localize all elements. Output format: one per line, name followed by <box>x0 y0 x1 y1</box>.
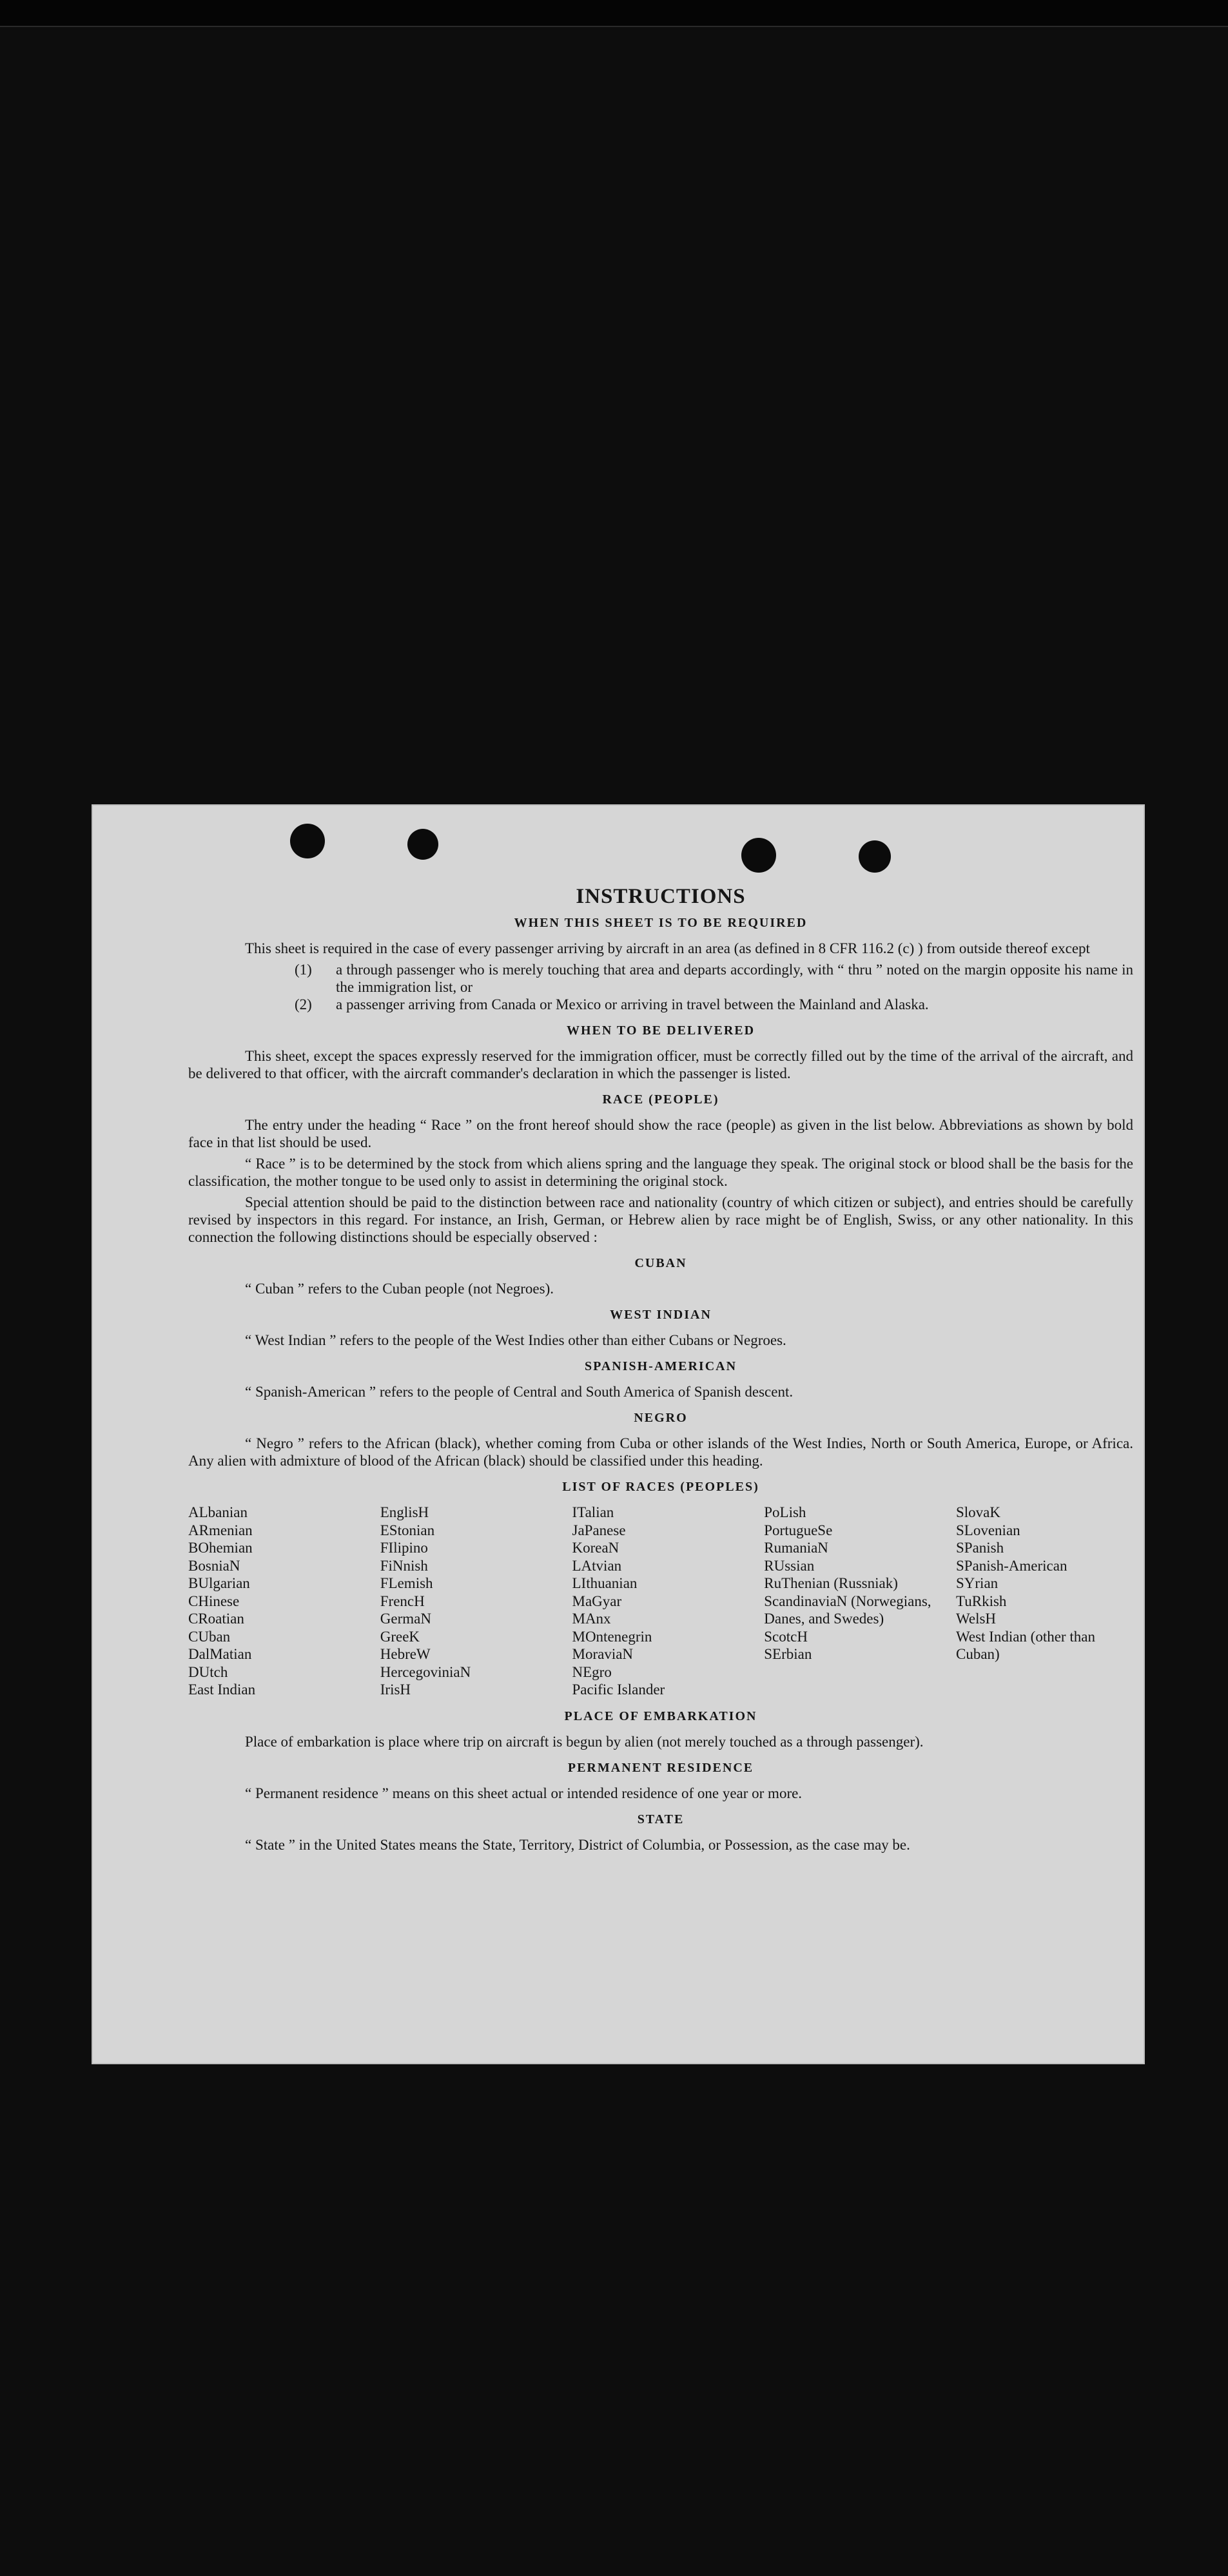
race-entry: DUtch <box>188 1663 228 1680</box>
exception-number: (1) <box>295 962 312 978</box>
when-required-text: This sheet is required in the case of every passenger arriving by aircraft in an area (as defined in 8 CFR 116.2 (c) ) from outside thereof except <box>245 940 1090 956</box>
heading-spanish-american: SPANISH-AMERICAN <box>584 1359 737 1373</box>
west-indian-text: “ West Indian ” refers to the people of the West Indies other than either Cubans or Negroes. <box>245 1332 786 1348</box>
race-entry: RUssian <box>764 1557 815 1574</box>
race-entry: CRoatian <box>188 1611 244 1627</box>
cuban-text: “ Cuban ” refers to the Cuban people (not Negroes). <box>245 1281 554 1297</box>
race-entry: SYrian <box>956 1575 999 1591</box>
heading-when-delivered: WHEN TO BE DELIVERED <box>566 1023 755 1038</box>
race-entry: BosniaN <box>188 1557 240 1574</box>
page-title: INSTRUCTIONS <box>576 885 746 908</box>
race-entry: CHinese <box>188 1593 240 1609</box>
heading-cuban: CUBAN <box>634 1256 687 1270</box>
scan-top-strip <box>0 0 1228 27</box>
race-entry: BOhemian <box>188 1540 253 1556</box>
exception-number: (2) <box>295 996 312 1012</box>
race-entry: SErbian <box>764 1646 812 1662</box>
race-entry: MOntenegrin <box>572 1628 652 1645</box>
exception-text: a through passenger who is merely touching that area and departs accordingly, with “ thru ” noted on the margin opposite his name in the immigration list, or <box>336 962 1133 995</box>
punch-hole <box>407 829 438 860</box>
state-text: “ State ” in the United States means the State, Territory, District of Columbia, or Possession, as the case may be. <box>245 1836 910 1853</box>
race-entry: PortugueSe <box>764 1522 833 1538</box>
heading-embarkation: PLACE OF EMBARKATION <box>564 1709 757 1723</box>
races-column <box>380 1504 558 1699</box>
race-entry: RuThenian (Russniak) <box>764 1575 898 1591</box>
race-entry: Pacific Islander <box>572 1681 665 1698</box>
heading-negro: NEGRO <box>634 1411 688 1425</box>
spanish-american-text: “ Spanish-American ” refers to the people of Central and South America of Spanish descent. <box>245 1384 794 1400</box>
race-entry: BUlgarian <box>188 1575 250 1591</box>
exception-item <box>188 961 1133 996</box>
race-entry: GermaN <box>380 1611 431 1627</box>
exception-item <box>188 996 1133 1013</box>
race-entry: RumaniaN <box>764 1540 828 1556</box>
race-entry: TuRkish <box>956 1593 1007 1609</box>
race-entry: SPanish <box>956 1540 1004 1556</box>
heading-when-required: WHEN THIS SHEET IS TO BE REQUIRED <box>514 916 808 930</box>
heading-race: RACE (PEOPLE) <box>602 1092 719 1107</box>
race-entry: ScotcH <box>764 1628 808 1645</box>
race-entry: MoraviaN <box>572 1646 634 1662</box>
race-entry: EStonian <box>380 1522 435 1538</box>
negro-text: “ Negro ” refers to the African (black), whether coming from Cuba or other islands of the West Indies, North or South America, Europe, or Africa. Any alien with admixture of blood of the African (black) should be classified under this heading. <box>188 1435 1133 1469</box>
heading-state: STATE <box>637 1812 685 1826</box>
heading-list-of-races: LIST OF RACES (PEOPLES) <box>562 1480 759 1494</box>
race-entry: FLemish <box>380 1575 433 1591</box>
exception-text: a passenger arriving from Canada or Mexico or arriving in travel between the Mainland and Alaska. <box>336 996 929 1012</box>
races-column <box>188 1504 365 1699</box>
race-entry: FIlipino <box>380 1540 428 1556</box>
race-paragraph-1: The entry under the heading “ Race ” on the front hereof should show the race (people) as given in the list below. Abbreviations as shown by bold face in that list should be used. <box>188 1117 1133 1150</box>
race-entry: LAtvian <box>572 1557 622 1574</box>
instructions-body <box>188 885 1133 1857</box>
race-entry: SPanish-American <box>956 1557 1067 1574</box>
race-paragraph-3: Special attention should be paid to the distinction between race and nationality (country of which citizen or subject), and entries should be carefully revised by inspectors in this regard. For instance, an Irish, German, or Hebrew alien by race might be of English, Swiss, or any other nationality. In this connection the following distinctions should be especially observed : <box>188 1194 1133 1245</box>
race-entry: NEgro <box>572 1663 612 1680</box>
races-table <box>188 1504 1133 1699</box>
race-entry: ITalian <box>572 1504 614 1520</box>
race-entry: ALbanian <box>188 1504 248 1520</box>
race-entry: IrisH <box>380 1681 411 1698</box>
race-entry: DalMatian <box>188 1646 252 1662</box>
races-column <box>764 1504 941 1699</box>
race-paragraph-2: “ Race ” is to be determined by the stock from which aliens spring and the language they speak. The original stock or blood shall be the basis for the classification, the mother tongue to be used only to assist in determining the original stock. <box>188 1156 1133 1189</box>
race-entry: LIthuanian <box>572 1575 638 1591</box>
race-entry: CUban <box>188 1628 231 1645</box>
when-delivered-text: This sheet, except the spaces expressly reserved for the immigration officer, must be correctly filled out by the time of the arrival of the aircraft, and be delivered to that officer, with the aircraft commander's declaration in which the passenger is listed. <box>188 1048 1133 1081</box>
race-entry: East Indian <box>188 1681 256 1698</box>
race-entry: West Indian (other than Cuban) <box>956 1628 1095 1662</box>
instruction-sheet <box>92 804 1145 2064</box>
race-entry: MaGyar <box>572 1593 622 1609</box>
races-column <box>956 1504 1133 1699</box>
race-entry: JaPanese <box>572 1522 626 1538</box>
races-column <box>572 1504 750 1699</box>
race-entry: PoLish <box>764 1504 806 1520</box>
race-entry: ARmenian <box>188 1522 253 1538</box>
race-entry: FiNnish <box>380 1557 428 1574</box>
race-entry: EnglisH <box>380 1504 429 1520</box>
exceptions-list <box>188 961 1133 1013</box>
race-entry: GreeK <box>380 1628 420 1645</box>
heading-permanent-residence: PERMANENT RESIDENCE <box>567 1760 754 1775</box>
race-entry: ScandinaviaN (Norwegians, Danes, and Swedes) <box>764 1593 931 1627</box>
race-entry: SlovaK <box>956 1504 1000 1520</box>
heading-west-indian: WEST INDIAN <box>610 1308 712 1322</box>
punch-hole <box>859 840 891 873</box>
embarkation-text: Place of embarkation is place where trip on aircraft is begun by alien (not merely touched as a through passenger). <box>245 1733 924 1750</box>
race-entry: HebreW <box>380 1646 431 1662</box>
race-entry: SLovenian <box>956 1522 1020 1538</box>
punch-hole <box>741 838 776 873</box>
race-entry: HercegoviniaN <box>380 1663 471 1680</box>
punch-hole <box>290 824 325 858</box>
race-entry: FrencH <box>380 1593 425 1609</box>
race-entry: WelsH <box>956 1611 997 1627</box>
race-entry: MAnx <box>572 1611 611 1627</box>
permanent-residence-text: “ Permanent residence ” means on this sheet actual or intended residence of one year or more. <box>245 1785 803 1801</box>
race-entry: KoreaN <box>572 1540 619 1556</box>
